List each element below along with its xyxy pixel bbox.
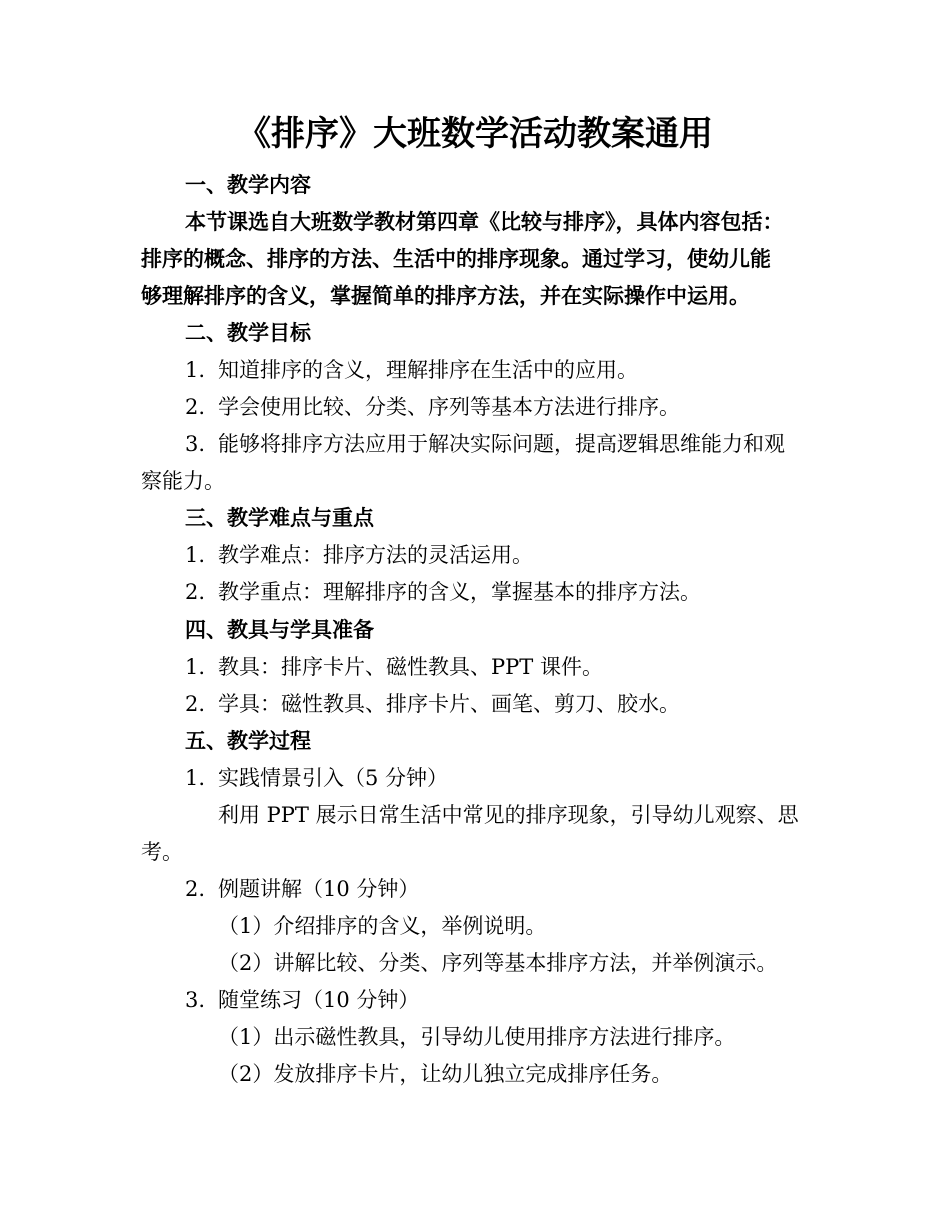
materials-item-1 [185,653,603,681]
goal-item-3 [185,430,785,458]
list-number: 2. [185,395,206,419]
content-paragraph-line-3: 够理解排序的含义，掌握简单的排序方法，并在实际操作中运用。 [141,283,750,308]
process-step-1-desc-line-2: 考。 [141,840,183,864]
difficulty-item-2 [185,578,701,606]
process-step-2 [185,875,419,903]
section-heading-content: 一、教学内容 [185,172,311,197]
list-number: 1. [185,543,206,567]
list-number: 1. [185,655,206,679]
difficulty-item-1 [185,541,533,569]
list-number: 1. [185,766,206,790]
list-number: 3. [185,432,206,456]
list-text: 学具：磁性教具、排序卡片、画笔、剪刀、胶水。 [218,692,680,716]
list-text: 实践情景引入（5 分钟） [218,766,449,790]
process-step-1 [185,764,448,792]
process-step-3-sub-2: （2）发放排序卡片，让幼儿独立完成排序任务。 [218,1062,673,1086]
section-heading-goals: 二、教学目标 [185,320,311,345]
list-number: 3. [185,988,206,1012]
process-step-2-sub-1: （1）介绍排序的含义，举例说明。 [218,914,547,938]
list-number: 2. [185,877,206,901]
list-text: 例题讲解（10 分钟） [218,877,420,901]
list-text: 随堂练习（10 分钟） [218,988,420,1012]
process-step-2-sub-2: （2）讲解比较、分类、序列等基本排序方法，并举例演示。 [218,951,778,975]
process-step-1-desc-line-1: 利用 PPT 展示日常生活中常见的排序现象，引导幼儿观察、思 [218,803,799,827]
list-text: 知道排序的含义，理解排序在生活中的应用。 [218,358,638,382]
process-step-3 [185,986,419,1014]
materials-item-2 [185,690,680,718]
list-text: 能够将排序方法应用于解决实际问题，提高逻辑思维能力和观 [218,432,785,456]
list-number: 2. [185,692,206,716]
list-text: 教学重点：理解排序的含义，掌握基本的排序方法。 [218,580,701,604]
document-title: 《排序》大班数学活动教案通用 [237,114,713,154]
list-number: 2. [185,580,206,604]
list-text: 学会使用比较、分类、序列等基本方法进行排序。 [218,395,680,419]
list-text: 教具：排序卡片、磁性教具、PPT 课件。 [218,655,603,679]
process-step-3-sub-1: （1）出示磁性教具，引导幼儿使用排序方法进行排序。 [218,1025,736,1049]
section-heading-process: 五、教学过程 [185,728,311,753]
section-heading-difficulties: 三、教学难点与重点 [185,505,374,530]
goal-item-3-continued: 察能力。 [141,469,225,493]
goal-item-2 [185,393,680,421]
list-number: 1. [185,358,206,382]
content-paragraph-line-1: 本节课选自大班数学教材第四章《比较与排序》，具体内容包括： [185,209,784,234]
section-heading-materials: 四、教具与学具准备 [185,617,374,642]
list-text: 教学难点：排序方法的灵活运用。 [218,543,533,567]
goal-item-1 [185,356,638,384]
content-paragraph-line-2: 排序的概念、排序的方法、生活中的排序现象。通过学习，使幼儿能 [141,246,771,271]
